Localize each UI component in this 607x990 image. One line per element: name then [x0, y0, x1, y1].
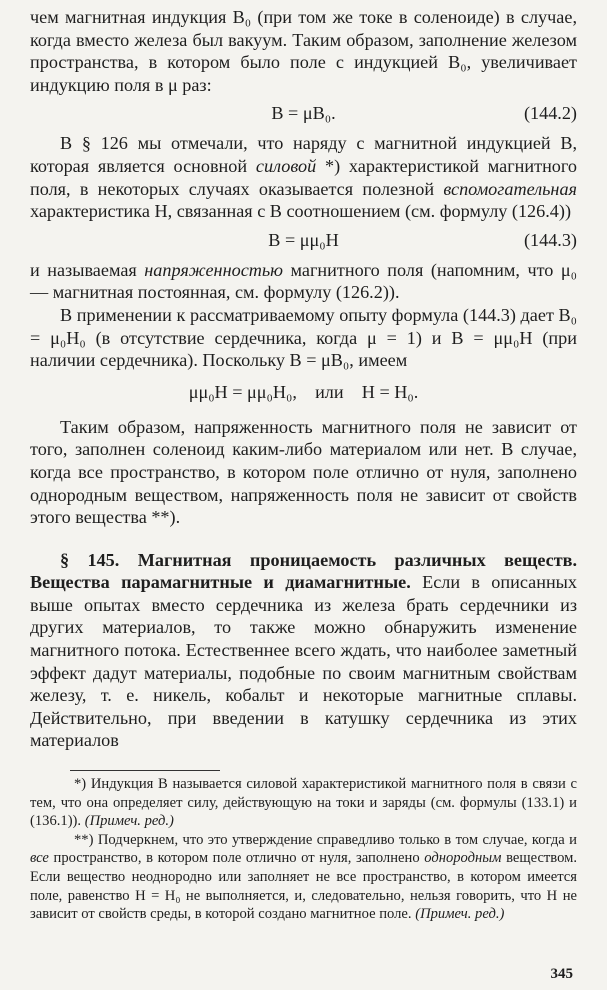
equation-expression: B = μμ₀H: [268, 229, 339, 250]
equation-144-3: [30, 223, 577, 259]
footnote-1: [30, 775, 577, 831]
page-number: 345: [550, 966, 573, 982]
emphasis-span: вспомогательная: [443, 178, 577, 199]
equation-number: (144.3): [523, 229, 577, 250]
text-span: **) Подчеркнем, что это утверждение справедливо только в том случае, когда и: [74, 831, 577, 848]
emphasis-span: напряженностью: [144, 259, 283, 280]
text-span: *) характеристикой магнитного поля, в некоторых случаях оказывается полезной: [30, 155, 578, 199]
text-span: пространство, в котором поле отлично от нуля, заполнено: [53, 850, 420, 867]
emphasis-span: все: [30, 850, 49, 867]
equation-expression: B = μB₀.: [271, 103, 336, 124]
equation-144-2: [30, 96, 577, 132]
equation-number: (144.2): [523, 103, 577, 124]
equation-expression: μμ₀H = μμ₀H₀, или H = H₀.: [188, 381, 419, 402]
emphasis-span: (Примеч. ред.): [84, 813, 174, 830]
footnote-divider: [70, 770, 220, 771]
section-heading: § 145. Магнитная проницаемость различных веществ. Вещества парамагнитные и диамагнитные.: [30, 549, 577, 593]
text-span: *) Индукция B называется силовой характеристикой магнитного поля в связи с тем, что она определяет силу, действующую на токи и заряды (см. формулы (133.1) и (136.1)).: [30, 776, 577, 830]
paragraph-4: В применении к рассматриваемому опыту формула (144.3) дает B₀ = μ₀H₀ (в отсутствие сердечника, когда μ = 1) и B = μμ₀H (при наличии сердечника). Поскольку B = μB₀, имеем: [30, 304, 577, 371]
emphasis-span: однородным: [424, 850, 502, 867]
equation-unnumbered: [30, 372, 577, 416]
paragraph-3: [30, 259, 577, 304]
section-145: [30, 549, 577, 752]
emphasis-span: силовой: [255, 155, 317, 176]
text-span: и называемая: [30, 259, 137, 280]
paragraph-1: чем магнитная индукция B₀ (при том же токе в соленоиде) в случае, когда вместо железа был вакуум. Таким образом, заполнение железом пространства, в котором было поле с индукцией B₀, увеличивает индукцию поля в μ раз:: [30, 7, 577, 95]
text-span: магнитного поля (напомним, что μ₀ — магнитная постоянная, см. формулу (126.2)).: [30, 259, 578, 303]
emphasis-span: (Примеч. ред.): [415, 906, 505, 923]
text-span: характеристика H, связанная с B соотношением (см. формулу (126.4)): [30, 201, 571, 222]
section-text: Если в описанных выше опытах вместо сердечника из железа брать сердечники из других материалов, то также можно обнаружить изменение магнитного потока. Естественнее всего ждать, что наиболее заметный эффект дадут материалы, подобные по своим магнитным свойствам железу, т. е. никель, кобальт и некоторые магнитные сплавы. Действительно, при введении в катушку сердечника из этих материалов: [30, 572, 577, 751]
text-span: В § 126 мы отмечали, что наряду с магнитной индукцией B, которая является основной: [30, 133, 577, 176]
paragraph-5: Таким образом, напряженность магнитного поля не зависит от того, заполнен соленоид каким-либо материалом или нет. В случае, когда все пространство, в котором поле отлично от нуля, заполнено однородным веществом, напряженность поля не зависит от свойств этого вещества **).: [30, 416, 577, 528]
footnote-2: [30, 831, 577, 924]
paragraph-2: [30, 132, 577, 222]
text-span: веществом. Если вещество неоднородно или заполняет не все пространство, в котором имеется поле, равенство H = H₀ не выполняется, и, следовательно, нельзя говорить, что H не зависит от свойств среды, в которой создано магнитное поле.: [30, 850, 578, 923]
spacer: [30, 529, 577, 549]
